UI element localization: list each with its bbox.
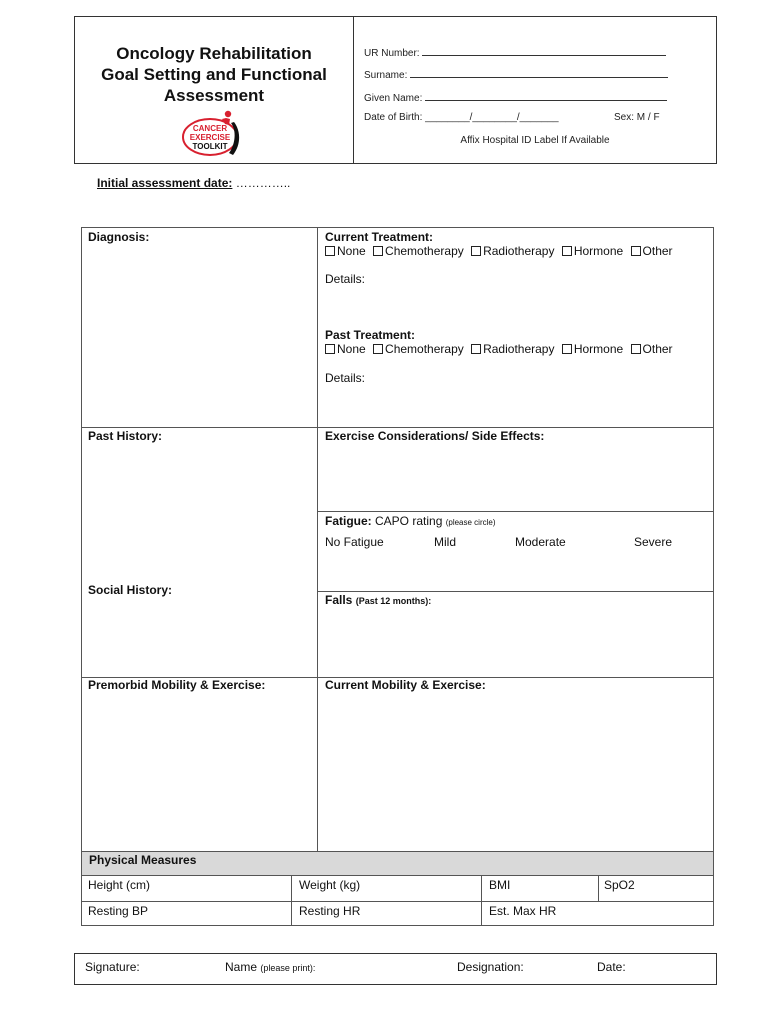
- checkbox[interactable]: [373, 344, 383, 354]
- initial-assessment-label: Initial assessment date:: [97, 176, 233, 190]
- current-option-other[interactable]: Other: [631, 244, 673, 258]
- checkbox[interactable]: [471, 246, 481, 256]
- current-treatment-label: Current Treatment:: [325, 230, 434, 244]
- measures-col-divider-2: [481, 875, 482, 926]
- social-history-label: Social History:: [88, 583, 173, 597]
- dob-label: Date of Birth:: [364, 112, 423, 123]
- fatigue-severe[interactable]: Severe: [634, 535, 673, 549]
- checkbox[interactable]: [471, 344, 481, 354]
- current-option-hormone[interactable]: Hormone: [562, 244, 623, 258]
- please-circle-note: (please circle): [445, 518, 496, 527]
- falls-period: (Past 12 months):: [355, 596, 432, 606]
- current-mobility-label: Current Mobility & Exercise:: [325, 678, 486, 692]
- grid-line-fatigue-top: [317, 511, 714, 512]
- falls-row: [325, 593, 431, 607]
- checkbox[interactable]: [562, 344, 572, 354]
- fatigue-mild[interactable]: Mild: [434, 535, 457, 549]
- past-option-other[interactable]: Other: [631, 342, 673, 356]
- signature-box: [74, 953, 717, 985]
- fatigue-no-fatigue[interactable]: No Fatigue: [325, 535, 384, 549]
- logo-text-cancer: CANCER: [192, 124, 228, 133]
- print-name-field[interactable]: [225, 960, 315, 974]
- exercise-considerations-label: Exercise Considerations/ Side Effects:: [325, 429, 545, 443]
- measure-est-max-hr[interactable]: Est. Max HR: [489, 904, 557, 918]
- past-option-chemotherapy[interactable]: Chemotherapy: [373, 342, 464, 356]
- capo-rating-label: CAPO rating: [371, 514, 446, 528]
- initial-assessment-dots[interactable]: …………..: [232, 176, 291, 190]
- logo-text-exercise: EXERCISE: [189, 133, 231, 142]
- current-treatment-details[interactable]: Details:: [325, 272, 366, 286]
- checkbox[interactable]: [631, 344, 641, 354]
- dob-blank[interactable]: ________/________/_______: [425, 112, 559, 123]
- designation-label[interactable]: Designation:: [457, 960, 524, 974]
- checkbox[interactable]: [631, 246, 641, 256]
- header-box: [74, 16, 717, 164]
- past-treatment-details[interactable]: Details:: [325, 371, 366, 385]
- current-option-chemotherapy[interactable]: Chemotherapy: [373, 244, 464, 258]
- past-option-none[interactable]: None: [325, 342, 366, 356]
- past-option-hormone[interactable]: Hormone: [562, 342, 623, 356]
- surname-label: Surname:: [364, 70, 408, 81]
- measures-col-divider-1: [291, 875, 292, 926]
- given-name-label: Given Name:: [364, 93, 423, 104]
- initial-assessment-date[interactable]: [97, 176, 290, 190]
- dob-field[interactable]: [364, 112, 559, 123]
- fatigue-moderate[interactable]: Moderate: [515, 535, 566, 549]
- measures-row-divider: [81, 901, 714, 902]
- ur-number-label: UR Number:: [364, 48, 420, 59]
- ur-number-field[interactable]: [364, 45, 666, 59]
- name-note: (please print):: [260, 963, 316, 973]
- ur-number-line[interactable]: [422, 45, 666, 56]
- given-name-line[interactable]: [425, 90, 667, 101]
- surname-field[interactable]: [364, 67, 668, 81]
- grid-line-falls-top: [317, 591, 714, 592]
- current-option-radiotherapy[interactable]: Radiotherapy: [471, 244, 554, 258]
- measure-weight[interactable]: Weight (kg): [299, 878, 361, 892]
- diagnosis-label: Diagnosis:: [88, 230, 150, 244]
- title-line-1: Oncology Rehabilitation: [116, 44, 312, 63]
- checkbox[interactable]: [325, 344, 335, 354]
- name-label: Name: [225, 960, 258, 974]
- measure-bmi[interactable]: BMI: [489, 878, 511, 892]
- current-treatment-options: [325, 244, 677, 258]
- measure-resting-hr[interactable]: Resting HR: [299, 904, 361, 918]
- surname-line[interactable]: [410, 67, 668, 78]
- current-option-none[interactable]: None: [325, 244, 366, 258]
- premorbid-mobility-label: Premorbid Mobility & Exercise:: [88, 678, 266, 692]
- logo-text-toolkit: TOOLKIT: [192, 142, 228, 151]
- given-name-field[interactable]: [364, 90, 667, 104]
- fatigue-row: [325, 514, 496, 528]
- grid-vertical-divider: [317, 227, 318, 851]
- falls-label: Falls: [325, 593, 353, 607]
- grid-line-1: [81, 427, 714, 428]
- fatigue-label: Fatigue:: [325, 514, 372, 528]
- past-option-radiotherapy[interactable]: Radiotherapy: [471, 342, 554, 356]
- past-treatment-label: Past Treatment:: [325, 328, 416, 342]
- cancer-exercise-toolkit-logo: [179, 109, 245, 157]
- assessment-grid: [81, 227, 714, 852]
- date-label[interactable]: Date:: [597, 960, 626, 974]
- physical-measures-header: [81, 851, 714, 876]
- measures-col-divider-3: [598, 875, 599, 901]
- title-line-2: Goal Setting and Functional: [101, 65, 327, 84]
- measure-resting-bp[interactable]: Resting BP: [88, 904, 149, 918]
- past-treatment-options: [325, 342, 677, 356]
- sex-field[interactable]: Sex: M / F: [614, 112, 660, 123]
- form-title: [75, 43, 353, 106]
- checkbox[interactable]: [373, 246, 383, 256]
- measure-spo2[interactable]: SpO2: [604, 878, 635, 892]
- measure-height[interactable]: Height (cm): [88, 878, 151, 892]
- hospital-label-note: Affix Hospital ID Label If Available: [460, 135, 610, 146]
- past-history-label: Past History:: [88, 429, 163, 443]
- signature-label[interactable]: Signature:: [85, 960, 140, 974]
- checkbox[interactable]: [562, 246, 572, 256]
- title-line-3: Assessment: [163, 86, 265, 105]
- physical-measures-title: Physical Measures: [89, 853, 197, 867]
- checkbox[interactable]: [325, 246, 335, 256]
